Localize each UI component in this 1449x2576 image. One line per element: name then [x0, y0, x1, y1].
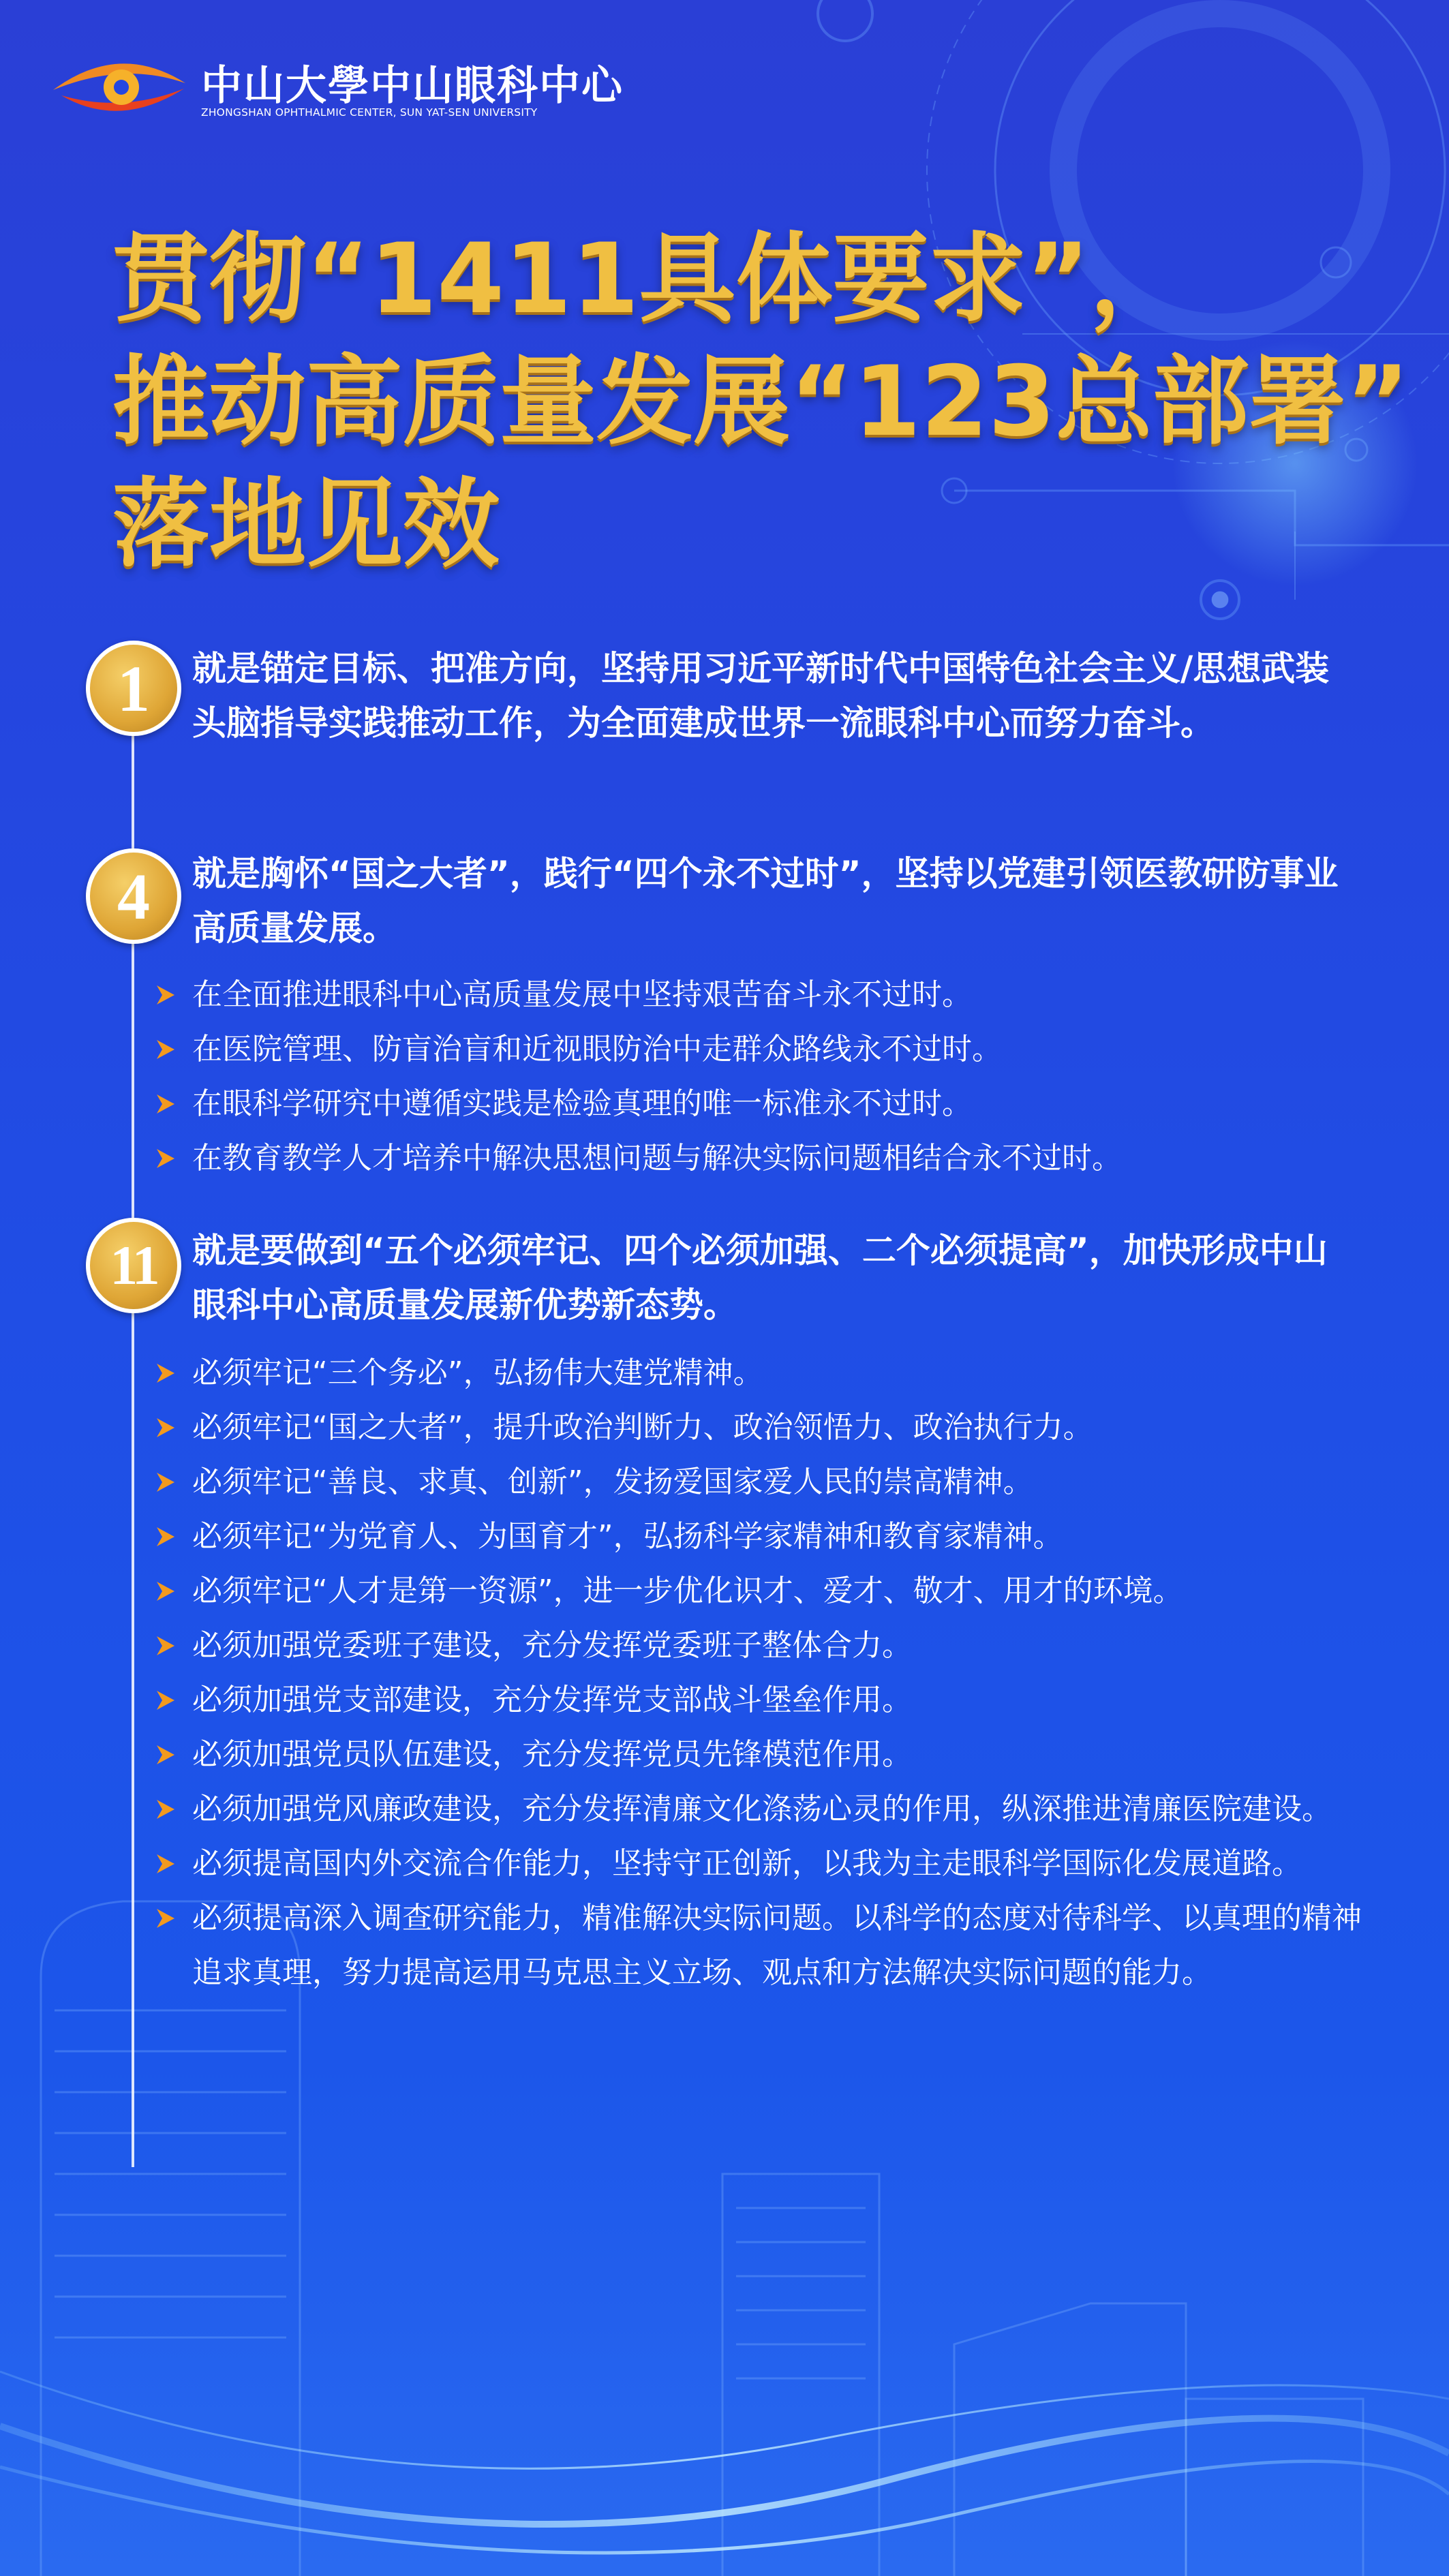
- page-title: [112, 218, 1410, 586]
- list-item: 必须牢记“三个务必”，弘扬伟大建党精神。: [150, 1346, 1363, 1400]
- section-1-heading: 就是锚定目标、把准方向，坚持用习近平新时代中国特色社会主义/思想武装头脑指导实践推动工作，为全面建成世界一流眼科中心而努力奋斗。: [192, 649, 1330, 743]
- title-line-3: 落地见效: [112, 468, 500, 581]
- arrow-bullet-icon: [153, 1743, 177, 1767]
- title-line-2: 推动高质量发展“123总部署”: [112, 346, 1410, 458]
- eye-logo-icon: [48, 48, 191, 123]
- section-11-badge: 11: [86, 1218, 181, 1313]
- arrow-bullet-icon: [153, 1361, 177, 1385]
- list-item: 必须牢记“国之大者”，提升政治判断力、政治领悟力、政治执行力。: [150, 1400, 1363, 1455]
- arrow-bullet-icon: [153, 1579, 177, 1604]
- logo-english-name: ZHONGSHAN OPHTHALMIC CENTER, SUN YAT-SEN UNIVERSITY: [201, 106, 538, 119]
- institution-logo: [48, 48, 624, 129]
- arrow-bullet-icon: [153, 1092, 177, 1116]
- list-item: 在全面推进眼科中心高质量发展中坚持艰苦奋斗永不过时。: [150, 968, 1363, 1022]
- arrow-bullet-icon: [153, 1852, 177, 1876]
- list-item: 必须加强党员队伍建设，充分发挥党员先锋模范作用。: [150, 1728, 1363, 1782]
- arrow-bullet-icon: [153, 983, 177, 1007]
- section-4-list: [150, 968, 1363, 1186]
- arrow-bullet-icon: [153, 1634, 177, 1658]
- section-11-list: [150, 1346, 1363, 2000]
- list-item: 必须牢记“为党育人、为国育才”，弘扬科学家精神和教育家精神。: [150, 1509, 1363, 1564]
- title-line-1: 贯彻“1411具体要求”，: [112, 223, 1187, 335]
- section-4-heading: 就是胸怀“国之大者”，践行“四个永不过时”，坚持以党建引领医教研防事业高质量发展。: [192, 854, 1339, 948]
- list-item: 必须加强党委班子建设，充分发挥党委班子整体合力。: [150, 1619, 1363, 1673]
- arrow-bullet-icon: [153, 1688, 177, 1713]
- list-item: 在眼科学研究中遵循实践是检验真理的唯一标准永不过时。: [150, 1077, 1363, 1131]
- section-11-heading: 就是要做到“五个必须牢记、四个必须加强、二个必须提高”，加快形成中山眼科中心高质量发展新优势新态势。: [192, 1231, 1328, 1325]
- arrow-bullet-icon: [153, 1797, 177, 1822]
- arrow-bullet-icon: [153, 1037, 177, 1062]
- list-item: 必须提高国内外交流合作能力，坚持守正创新，以我为主走眼科学国际化发展道路。: [150, 1837, 1363, 1891]
- arrow-bullet-icon: [153, 1470, 177, 1494]
- list-item: 必须加强党支部建设，充分发挥党支部战斗堡垒作用。: [150, 1673, 1363, 1728]
- list-item: 必须牢记“人才是第一资源”，进一步优化识才、爱才、敬才、用才的环境。: [150, 1564, 1363, 1619]
- arrow-bullet-icon: [153, 1415, 177, 1440]
- list-item: 必须加强党风廉政建设，充分发挥清廉文化涤荡心灵的作用，纵深推进清廉医院建设。: [150, 1782, 1363, 1837]
- section-1-badge: 1: [86, 641, 181, 736]
- arrow-bullet-icon: [153, 1146, 177, 1171]
- list-item: 在教育教学人才培养中解决思想问题与解决实际问题相结合永不过时。: [150, 1131, 1363, 1186]
- list-item: 在医院管理、防盲治盲和近视眼防治中走群众路线永不过时。: [150, 1022, 1363, 1077]
- list-item: 必须牢记“善良、求真、创新”，发扬爱国家爱人民的崇高精神。: [150, 1455, 1363, 1509]
- arrow-bullet-icon: [153, 1524, 177, 1549]
- list-item: 必须提高深入调查研究能力，精准解决实际问题。以科学的态度对待科学、以真理的精神追求真理，努力提高运用马克思主义立场、观点和方法解决实际问题的能力。: [150, 1891, 1363, 2000]
- arrow-bullet-icon: [153, 1906, 177, 1931]
- logo-chinese-name: 中山大學中山眼科中心: [201, 62, 624, 110]
- section-4-badge: 4: [86, 848, 181, 944]
